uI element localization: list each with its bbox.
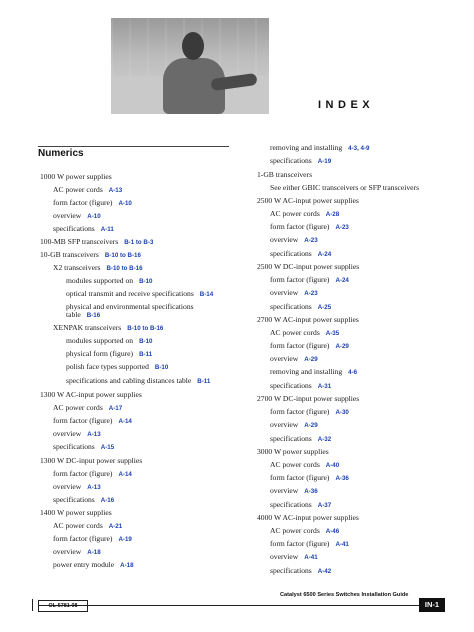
index-entry [53, 403, 122, 413]
index-entry [257, 394, 359, 403]
index-entry [270, 302, 331, 312]
index-entry-text: form factor (figure) [270, 222, 330, 231]
index-entry-text: overview [53, 211, 82, 220]
page-reference-link[interactable]: A-30 [335, 409, 349, 416]
index-entry-text: overview [270, 552, 299, 561]
page-reference-link[interactable]: A-41 [335, 541, 349, 548]
index-entry [53, 442, 114, 452]
index-entry-text: form factor (figure) [270, 473, 330, 482]
index-entry [40, 250, 141, 260]
page-reference-link[interactable]: A-41 [304, 554, 318, 561]
section-heading: Numerics [38, 148, 84, 159]
index-entry [53, 429, 101, 439]
page-reference-link[interactable]: A-29 [335, 343, 349, 350]
cover-photo [111, 18, 269, 114]
index-entry-text: specifications [270, 434, 312, 443]
page-reference-link[interactable]: A-25 [317, 304, 332, 311]
index-entry [53, 482, 101, 492]
index-entry [53, 198, 132, 208]
index-entry-text: physical and environmental specifications [66, 302, 194, 311]
section-rule [38, 146, 229, 147]
index-entry [53, 521, 122, 531]
index-entry [270, 328, 339, 338]
page-reference-link[interactable]: A-24 [317, 251, 332, 258]
index-entry-text: 4000 W AC-input power supplies [257, 513, 359, 522]
footer-rule [38, 605, 444, 606]
index-entry [53, 560, 134, 570]
index-entry-text: 1300 W DC-input power supplies [40, 456, 143, 465]
page-reference-link[interactable]: A-17 [108, 405, 123, 412]
index-entry-text: polish face types supported [66, 362, 149, 371]
page-reference-link[interactable]: B-10 to B-16 [104, 252, 141, 259]
page-reference-link[interactable]: A-13 [87, 431, 101, 438]
index-entry-text: overview [53, 547, 82, 556]
index-entry-text: 1-GB transceivers [257, 170, 313, 179]
index-entry-text: form factor (figure) [270, 407, 330, 416]
index-entry-text: 2700 W AC-input power supplies [257, 315, 359, 324]
index-entry-text: form factor (figure) [53, 416, 113, 425]
page-reference-link[interactable]: A-18 [120, 562, 134, 569]
page-reference-link[interactable]: A-46 [325, 528, 340, 535]
page-reference-link[interactable]: A-29 [304, 356, 318, 363]
page-reference-link[interactable]: B-11 [197, 378, 211, 385]
index-entry [66, 376, 210, 386]
index-entry [270, 552, 318, 562]
index-entry [270, 367, 357, 377]
index-entry [66, 276, 153, 286]
index-entry-text: form factor (figure) [270, 341, 330, 350]
index-entry-text: specifications [270, 249, 312, 258]
index-entry-text: X2 transceivers [53, 263, 101, 272]
page-reference-link[interactable]: A-28 [325, 211, 340, 218]
index-entry [257, 262, 359, 271]
index-entry [40, 508, 112, 517]
index-entry [270, 566, 331, 576]
index-entry-text: specifications [270, 566, 312, 575]
index-entry-text: 2500 W DC-input power supplies [257, 262, 360, 271]
index-entry-text: 2700 W DC-input power supplies [257, 394, 360, 403]
index-entry [66, 336, 153, 346]
index-entry [53, 495, 114, 505]
index-entry [40, 456, 142, 465]
page-reference-link[interactable]: B-10 [154, 364, 169, 371]
index-entry-text: form factor (figure) [53, 534, 113, 543]
page-reference-link[interactable]: A-24 [335, 277, 349, 284]
page-reference-link[interactable]: A-13 [87, 484, 101, 491]
index-entry-text: specifications [270, 500, 312, 509]
index-entry-text: overview [270, 354, 299, 363]
page-reference-link[interactable]: B-16 [86, 312, 101, 319]
page-number: IN-1 [419, 598, 445, 612]
page-reference-link[interactable]: A-23 [304, 237, 318, 244]
index-entry [53, 211, 101, 221]
page-reference-link[interactable]: A-29 [304, 422, 318, 429]
index-entry-text: modules supported on [66, 336, 134, 345]
index-entry-text: overview [53, 482, 82, 491]
index-entry-text: overview [270, 486, 299, 495]
index-entry-text: modules supported on [66, 276, 134, 285]
index-entry-text: overview [270, 288, 299, 297]
page-reference-link[interactable]: 4-3, 4-9 [348, 145, 370, 152]
page-reference-link[interactable]: A-15 [100, 444, 115, 451]
page-reference-link[interactable]: A-21 [108, 523, 123, 530]
index-entry [270, 222, 349, 232]
index-entry-text: 2500 W AC-input power supplies [257, 196, 359, 205]
page-reference-link[interactable]: 4-6 [348, 369, 358, 376]
page-reference-link[interactable]: A-31 [317, 383, 332, 390]
index-entry [270, 434, 331, 444]
index-entry-text: overview [270, 235, 299, 244]
index-entry-text: power entry module [53, 560, 115, 569]
index-entry [270, 500, 331, 510]
index-entry [270, 209, 339, 219]
index-entry-text: 1000 W power supplies [40, 172, 112, 181]
index-entry [40, 172, 112, 181]
index-entry [270, 156, 331, 166]
index-entry-text: See either GBIC transceivers or SFP transceivers [270, 183, 420, 192]
page-reference-link[interactable]: A-32 [317, 436, 332, 443]
index-entry-text: removing and installing [270, 143, 343, 152]
index-entry [257, 196, 359, 205]
index-entry [270, 249, 331, 259]
index-entry-text: 3000 W power supplies [257, 447, 329, 456]
index-entry [270, 235, 318, 245]
index-entry [257, 315, 359, 324]
page-reference-link[interactable]: B-14 [199, 291, 214, 298]
index-entry-text: form factor (figure) [270, 539, 330, 548]
index-entry [270, 183, 419, 192]
index-entry [53, 534, 132, 544]
page-reference-link[interactable]: A-19 [118, 536, 132, 543]
page-reference-link[interactable]: B-10 to B-16 [127, 325, 164, 332]
index-entry [66, 310, 100, 320]
index-entry [270, 420, 318, 430]
page-reference-link[interactable]: A-19 [317, 158, 332, 165]
index-entry-text: AC power cords [270, 209, 320, 218]
index-entry-text: optical transmit and receive specifications [66, 289, 194, 298]
index-entry [270, 407, 349, 417]
index-entry-text: specifications and cabling distances table [66, 376, 192, 385]
index-entry-text: form factor (figure) [270, 275, 330, 284]
index-entry [53, 547, 101, 557]
guide-title: Catalyst 6500 Series Switches Installation Guide [280, 592, 409, 598]
page-reference-link[interactable]: A-11 [100, 226, 114, 233]
index-entry-text: 10-GB transceivers [40, 250, 99, 259]
index-entry [53, 323, 163, 333]
index-entry-text: overview [53, 429, 82, 438]
index-entry-text: specifications [53, 224, 95, 233]
index-entry [53, 185, 122, 195]
page-reference-link[interactable]: A-35 [325, 330, 340, 337]
index-entry [270, 288, 318, 298]
page-reference-link[interactable]: B-10 [139, 338, 153, 345]
index-entry [270, 539, 349, 549]
index-entry-text: AC power cords [53, 521, 103, 530]
page-reference-link[interactable]: A-37 [317, 502, 332, 509]
index-entry-text: specifications [270, 302, 312, 311]
index-entry-text: removing and installing [270, 367, 343, 376]
index-entry-text: 1300 W AC-input power supplies [40, 390, 142, 399]
index-entry [270, 473, 349, 483]
index-entry-text: AC power cords [270, 460, 320, 469]
index-entry-text: AC power cords [53, 185, 103, 194]
index-entry [270, 275, 349, 285]
index-entry-text: XENPAK transceivers [53, 323, 122, 332]
index-entry-text: specifications [53, 442, 95, 451]
page-reference-link[interactable]: A-10 [118, 200, 132, 207]
index-entry-text: specifications [270, 381, 312, 390]
index-entry [270, 354, 318, 364]
index-entry-text: physical form (figure) [66, 349, 134, 358]
page-reference-link[interactable]: A-36 [304, 488, 318, 495]
page-reference-link[interactable]: B-10 [139, 278, 153, 285]
index-entry-text: AC power cords [270, 526, 320, 535]
page-reference-link[interactable]: A-42 [317, 568, 332, 575]
index-entry-text: specifications [270, 156, 312, 165]
index-entry-text: AC power cords [53, 403, 103, 412]
page-reference-link[interactable]: A-18 [87, 549, 101, 556]
page-reference-link[interactable]: A-16 [100, 497, 115, 504]
index-entry [257, 447, 329, 456]
page-reference-link[interactable]: A-13 [108, 187, 123, 194]
index-entry [66, 362, 168, 372]
index-entry [40, 390, 142, 399]
page-reference-link[interactable]: B-10 to B-16 [106, 265, 143, 272]
index-entry [257, 170, 312, 179]
index-entry [53, 263, 143, 273]
index-entry [53, 469, 132, 479]
index-entry [270, 381, 331, 391]
index-entry [66, 289, 213, 299]
index-entry-text: specifications [53, 495, 95, 504]
index-entry [40, 237, 153, 247]
page-reference-link[interactable]: B-1 to B-3 [124, 239, 154, 246]
index-entry [270, 460, 339, 470]
index-entry-text: form factor (figure) [53, 469, 113, 478]
index-entry [270, 526, 339, 536]
footer-tick [32, 599, 33, 611]
index-entry [270, 341, 349, 351]
index-entry-text: AC power cords [270, 328, 320, 337]
index-entry-text: table [66, 310, 81, 319]
index-entry-text: 1400 W power supplies [40, 508, 112, 517]
index-entry-text: 100-MB SFP transceivers [40, 237, 119, 246]
doc-number: OL-5781-08 [38, 600, 88, 612]
index-entry [53, 224, 114, 234]
page-reference-link[interactable]: A-23 [335, 224, 349, 231]
page-reference-link[interactable]: A-14 [118, 471, 132, 478]
page-reference-link[interactable]: A-23 [304, 290, 318, 297]
index-entry [270, 486, 318, 496]
index-title: INDEX [318, 99, 375, 111]
index-entry [53, 416, 132, 426]
index-entry [66, 349, 152, 359]
index-entry [257, 513, 359, 522]
page-reference-link[interactable]: A-14 [118, 418, 132, 425]
index-entry-text: form factor (figure) [53, 198, 113, 207]
page-reference-link[interactable]: A-36 [335, 475, 349, 482]
index-entry [270, 143, 369, 153]
page-reference-link[interactable]: A-40 [325, 462, 340, 469]
index-entry-text: overview [270, 420, 299, 429]
page-reference-link[interactable]: B-11 [139, 351, 153, 358]
page-reference-link[interactable]: A-10 [87, 213, 101, 220]
